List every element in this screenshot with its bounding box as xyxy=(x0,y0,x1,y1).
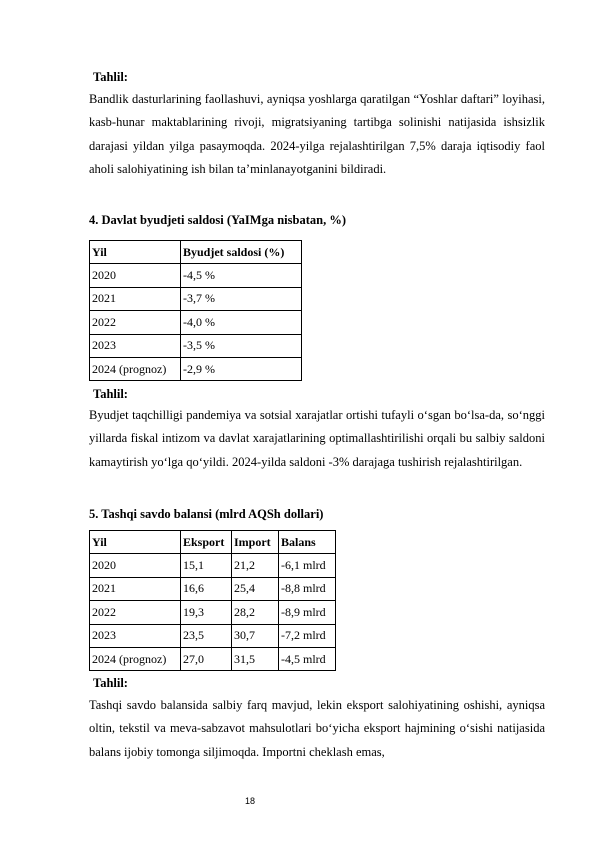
table-cell: 2020 xyxy=(90,264,181,287)
table-cell: 23,5 xyxy=(181,624,232,647)
table-cell: -7,2 mlrd xyxy=(279,624,336,647)
column-header-export: Eksport xyxy=(181,531,232,554)
table-cell: 27,0 xyxy=(181,647,232,670)
table-cell: 25,4 xyxy=(232,577,279,600)
table-cell: -4,5 mlrd xyxy=(279,647,336,670)
column-header-budget-balance: Byudjet saldosi (%) xyxy=(181,241,302,264)
table-row xyxy=(90,357,302,380)
table-cell: 21,2 xyxy=(232,554,279,577)
table-cell: -6,1 mlrd xyxy=(279,554,336,577)
analysis-paragraph-section-5: Tashqi savdo balansida salbiy farq mavjud, lekin eksport salohiyatining oshishi, ayniqsa oltin, tekstil va meva-sabzavot mahsulotlari bo‘yicha eksport hajmining o‘sishi natijasida balans ijobiy tomonga siljimoqda. Importni cheklash emas, xyxy=(89,698,545,759)
column-header-import: Import xyxy=(232,531,279,554)
table-row xyxy=(90,287,302,310)
analysis-label-section-5: Tahlil: xyxy=(93,676,128,690)
column-header-year: Yil xyxy=(90,241,181,264)
analysis-label-top: Tahlil: xyxy=(93,70,128,84)
table-row xyxy=(90,264,302,287)
analysis-paragraph-top: Bandlik dasturlarining faollashuvi, ayniqsa yoshlarga qaratilgan “Yoshlar daftari” loyihasi, kasb-hunar maktablarining rivoji, migratsiyaning tartibga solinishi natijasida ishsizlik darajasi yildan yilga pasaymoqda. 2024-yilga rejalashtirilgan 7,5% daraja iqtisodiy faol aholi salohiyatining ish bilan ta’minlanayotganini bildiradi. xyxy=(89,92,545,176)
section-4-title: 4. Davlat byudjeti saldosi (YaIMga nisbatan, %) xyxy=(89,213,346,227)
section-5-title: 5. Tashqi savdo balansi (mlrd AQSh dollari) xyxy=(89,507,324,521)
analysis-paragraph-section-4: Byudjet taqchilligi pandemiya va sotsial xarajatlar ortishi tufayli o‘sgan bo‘lsa-da, so‘nggi yillarda fiskal intizom va davlat xarajatlarining optimallashtirilishi orqali bu salbiy saldoni kamaytirish yo‘lga qo‘yildi. 2024-yilda saldoni -3% darajaga tushirish rejalashtirilgan. xyxy=(89,408,545,469)
table-header-row xyxy=(90,241,302,264)
table-cell: -4,5 % xyxy=(181,264,302,287)
column-header-year: Yil xyxy=(90,531,181,554)
table-cell: 28,2 xyxy=(232,601,279,624)
table-header-row xyxy=(90,531,336,554)
table-cell: 2021 xyxy=(90,287,181,310)
table-cell: 2023 xyxy=(90,624,181,647)
trade-balance-table xyxy=(89,530,336,671)
table-cell: 19,3 xyxy=(181,601,232,624)
table-cell: 2023 xyxy=(90,334,181,357)
table-row xyxy=(90,311,302,334)
table-row xyxy=(90,577,336,600)
column-header-balance: Balans xyxy=(279,531,336,554)
table-cell: 2022 xyxy=(90,311,181,334)
table-cell: 2022 xyxy=(90,601,181,624)
analysis-label-section-4: Tahlil: xyxy=(93,387,128,401)
table-row xyxy=(90,647,336,670)
table-cell: -2,9 % xyxy=(181,357,302,380)
table-cell: -8,8 mlrd xyxy=(279,577,336,600)
table-cell: -3,7 % xyxy=(181,287,302,310)
page-number: 18 xyxy=(245,796,256,806)
table-row xyxy=(90,334,302,357)
table-row xyxy=(90,601,336,624)
table-cell: -4,0 % xyxy=(181,311,302,334)
table-cell: 2021 xyxy=(90,577,181,600)
table-cell: 2020 xyxy=(90,554,181,577)
table-cell: 30,7 xyxy=(232,624,279,647)
table-cell: -3,5 % xyxy=(181,334,302,357)
table-row xyxy=(90,554,336,577)
table-cell: 2024 (prognoz) xyxy=(90,357,181,380)
table-cell: 2024 (prognoz) xyxy=(90,647,181,670)
table-cell: -8,9 mlrd xyxy=(279,601,336,624)
table-cell: 15,1 xyxy=(181,554,232,577)
table-cell: 16,6 xyxy=(181,577,232,600)
table-cell: 31,5 xyxy=(232,647,279,670)
budget-balance-table xyxy=(89,240,302,381)
table-row xyxy=(90,624,336,647)
